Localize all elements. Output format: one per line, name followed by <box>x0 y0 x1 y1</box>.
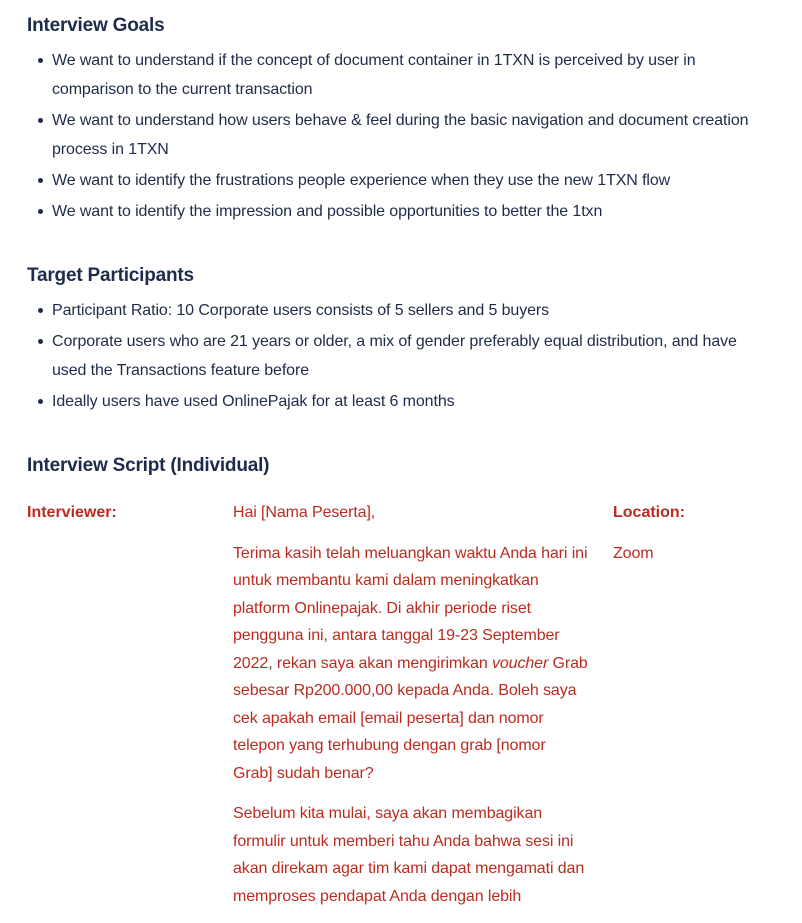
interviewer-label: Interviewer: <box>27 504 117 521</box>
script-column <box>233 499 613 923</box>
goal-item: We want to identify the frustrations people experience when they use the new 1TXN flow <box>27 166 775 195</box>
location-label: Location: <box>613 504 685 521</box>
script-paragraph-2: Sebelum kita mulai, saya akan membagikan formulir untuk memberi tahu Anda bahwa sesi ini akan direkam agar tim kami dapat mengamati dan memproses pendapat Anda dengan lebih <box>233 805 585 905</box>
interview-script-table <box>27 499 775 923</box>
goal-item: We want to understand how users behave & feel during the basic navigation and document creation process in 1TXN <box>27 106 775 164</box>
target-participants-heading: Target Participants <box>27 265 194 286</box>
interviewer-column <box>27 499 233 540</box>
script-paragraph-1-text: Terima kasih telah meluangkan waktu Anda hari ini untuk membantu kami dalam meningkatkan platform Onlinepajak. Di akhir periode riset pengguna ini, antara tanggal 19-23 September 2022, rekan saya akan mengirimkan <box>233 544 588 672</box>
participant-item: Participant Ratio: 10 Corporate users consists of 5 sellers and 5 buyers <box>27 296 775 325</box>
target-participants-list <box>27 296 775 416</box>
interview-goals-heading: Interview Goals <box>27 15 165 36</box>
script-greeting: Hai [Nama Peserta], <box>233 504 376 521</box>
goal-item: We want to understand if the concept of document container in 1TXN is perceived by user in comparison to the current transaction <box>27 46 775 104</box>
script-paragraph-1-continued: Grab sebesar Rp200.000,00 kepada Anda. Boleh saya cek apakah email [email peserta] dan nomor telepon yang terhubung dengan grab [nomor Grab] sudah benar? <box>233 654 588 782</box>
location-value: Zoom <box>613 544 654 562</box>
location-column <box>613 499 775 580</box>
interview-script-heading: Interview Script (Individual) <box>27 455 270 476</box>
script-paragraph-1 <box>233 540 589 788</box>
participant-item: Corporate users who are 21 years or older, a mix of gender preferably equal distribution, and have used the Transactions feature before <box>27 327 775 385</box>
participant-item: Ideally users have used OnlinePajak for at least 6 months <box>27 387 775 416</box>
script-paragraph-1-italic: voucher <box>491 654 549 672</box>
interview-goals-list <box>27 46 775 226</box>
goal-item: We want to identify the impression and possible opportunities to better the 1txn <box>27 197 775 226</box>
